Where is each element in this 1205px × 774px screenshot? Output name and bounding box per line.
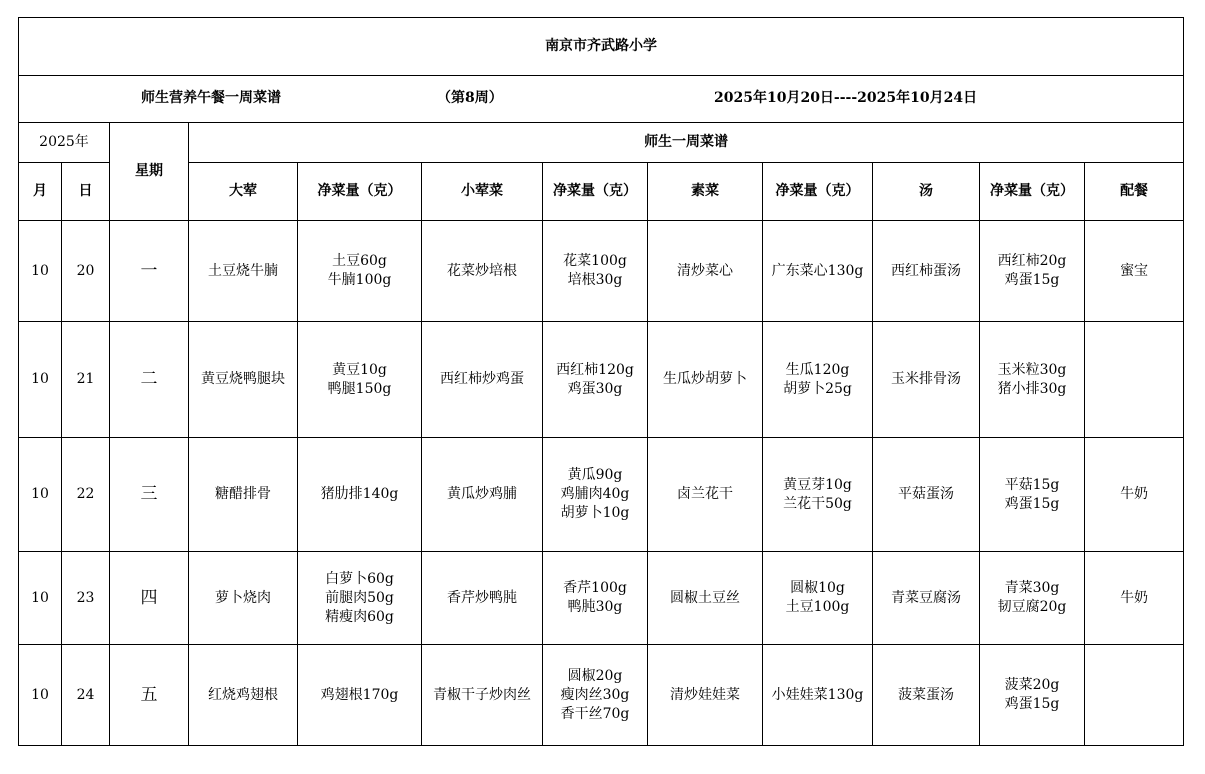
quantity-line: 花菜100g <box>563 253 627 269</box>
small-dish-cell: 西红柿炒鸡蛋 <box>422 322 543 438</box>
soup-cell: 玉米排骨汤 <box>873 322 980 438</box>
quantity-line: 精瘦肉60g <box>325 608 394 625</box>
soup-qty-cell <box>980 438 1085 552</box>
day-cell: 21 <box>62 322 110 438</box>
quantity-line: 土豆60g <box>332 253 387 269</box>
quantity-line: 胡萝卜25g <box>783 380 852 397</box>
small-qty-cell <box>543 322 648 438</box>
weekday-cell: 一 <box>110 221 189 322</box>
quantity-line: 平菇15g <box>1004 476 1060 493</box>
col-header-small-qty: 净菜量（克） <box>543 163 648 221</box>
small-qty-cell <box>543 438 648 552</box>
main-dish-cell: 糖醋排骨 <box>189 438 298 552</box>
weekday-cell: 三 <box>110 438 189 552</box>
veg-qty-cell <box>763 221 873 322</box>
main-qty-cell <box>298 322 422 438</box>
quantity-line: 菠菜20g <box>1004 677 1060 693</box>
quantity-line: 鸭肫30g <box>567 599 623 615</box>
side-cell: 蜜宝 <box>1085 221 1184 322</box>
quantity-line: 青菜30g <box>1004 580 1060 596</box>
menu-name: 师生营养午餐一周菜谱 <box>141 90 281 106</box>
week-number: （第8周） <box>437 90 503 106</box>
quantity-line: 黄瓜90g <box>567 467 623 483</box>
soup-cell: 平菇蛋汤 <box>873 438 980 552</box>
quantity-line: 圆椒10g <box>790 580 845 596</box>
quantity-line: 香芹100g <box>563 580 627 596</box>
side-cell: 牛奶 <box>1085 438 1184 552</box>
weekday-cell: 四 <box>110 552 189 645</box>
soup-cell: 菠菜蛋汤 <box>873 645 980 746</box>
main-qty-cell <box>298 438 422 552</box>
small-qty-cell <box>543 221 648 322</box>
col-header-veg-dish: 素菜 <box>648 163 763 221</box>
side-cell <box>1085 645 1184 746</box>
quantity-line: 西红柿20g <box>997 253 1067 269</box>
table-row <box>19 221 1184 322</box>
side-cell <box>1085 322 1184 438</box>
veg-dish-cell: 生瓜炒胡萝卜 <box>648 322 763 438</box>
quantity-line: 鸡蛋15g <box>1004 696 1060 712</box>
quantity-line: 西红柿120g <box>556 361 634 378</box>
quantity-line: 鸭腿150g <box>327 380 392 397</box>
main-dish-cell: 红烧鸡翅根 <box>189 645 298 746</box>
table-row <box>19 438 1184 552</box>
date-range: 2025年10月20日----2025年10月24日 <box>714 90 978 106</box>
day-cell: 20 <box>62 221 110 322</box>
quantity-line: 小娃娃菜130g <box>771 686 864 703</box>
quantity-line: 生瓜120g <box>785 361 850 378</box>
quantity-line: 白萝卜60g <box>325 570 394 587</box>
quantity-line: 前腿肉50g <box>325 589 394 606</box>
menu-rows <box>19 221 1184 746</box>
quantity-line: 牛腩100g <box>327 272 392 288</box>
quantity-line: 鸡脯肉40g <box>560 486 630 502</box>
quantity-line: 土豆100g <box>785 599 850 615</box>
day-cell: 22 <box>62 438 110 552</box>
main-dish-cell: 土豆烧牛腩 <box>189 221 298 322</box>
month-cell: 10 <box>19 552 62 645</box>
weekday-cell: 二 <box>110 322 189 438</box>
day-cell: 24 <box>62 645 110 746</box>
quantity-line: 鸡蛋30g <box>567 380 623 397</box>
quantity-line: 猪肋排140g <box>320 486 399 502</box>
small-dish-cell: 青椒干子炒肉丝 <box>422 645 543 746</box>
quantity-line: 鸡蛋15g <box>1004 272 1060 288</box>
veg-qty-cell <box>763 322 873 438</box>
veg-dish-cell: 清炒菜心 <box>648 221 763 322</box>
main-qty-cell <box>298 552 422 645</box>
table-row <box>19 645 1184 746</box>
quantity-line: 玉米粒30g <box>997 361 1067 378</box>
table-row <box>19 552 1184 645</box>
weekly-menu-table <box>18 17 1184 746</box>
veg-dish-cell: 圆椒土豆丝 <box>648 552 763 645</box>
weekday-cell: 五 <box>110 645 189 746</box>
main-qty-cell <box>298 645 422 746</box>
quantity-line: 黄豆芽10g <box>783 476 852 493</box>
soup-qty-cell <box>980 552 1085 645</box>
col-header-soup-qty: 净菜量（克） <box>980 163 1085 221</box>
veg-qty-cell <box>763 645 873 746</box>
month-header: 月 <box>19 163 62 221</box>
month-cell: 10 <box>19 438 62 552</box>
col-header-veg-qty: 净菜量（克） <box>763 163 873 221</box>
small-dish-cell: 黄瓜炒鸡脯 <box>422 438 543 552</box>
month-cell: 10 <box>19 221 62 322</box>
day-header: 日 <box>62 163 110 221</box>
main-qty-cell <box>298 221 422 322</box>
quantity-line: 鸡翅根170g <box>320 686 399 703</box>
menu-group-header: 师生一周菜谱 <box>189 123 1184 163</box>
year-header: 2025年 <box>19 123 110 163</box>
main-dish-cell: 萝卜烧肉 <box>189 552 298 645</box>
quantity-line: 香干丝70g <box>560 705 630 722</box>
col-header-side: 配餐 <box>1085 163 1184 221</box>
col-header-soup: 汤 <box>873 163 980 221</box>
quantity-line: 培根30g <box>567 272 623 288</box>
table-row <box>19 322 1184 438</box>
quantity-line: 猪小排30g <box>997 380 1067 397</box>
quantity-line: 鸡蛋15g <box>1004 495 1060 512</box>
quantity-line: 瘦肉丝30g <box>560 686 630 703</box>
quantity-line: 胡萝卜10g <box>560 505 630 521</box>
veg-dish-cell: 清炒娃娃菜 <box>648 645 763 746</box>
school-title: 南京市齐武路小学 <box>19 18 1184 76</box>
quantity-line: 黄豆10g <box>332 361 387 378</box>
col-header-main-qty: 净菜量（克） <box>298 163 422 221</box>
small-dish-cell: 香芹炒鸭肫 <box>422 552 543 645</box>
day-cell: 23 <box>62 552 110 645</box>
side-cell: 牛奶 <box>1085 552 1184 645</box>
soup-qty-cell <box>980 645 1085 746</box>
col-header-small-dish: 小荤菜 <box>422 163 543 221</box>
weekday-header: 星期 <box>110 123 189 221</box>
veg-qty-cell <box>763 438 873 552</box>
veg-dish-cell: 卤兰花干 <box>648 438 763 552</box>
col-header-main-dish: 大荤 <box>189 163 298 221</box>
small-qty-cell <box>543 645 648 746</box>
small-qty-cell <box>543 552 648 645</box>
quantity-line: 兰花干50g <box>783 495 852 512</box>
soup-cell: 西红柿蛋汤 <box>873 221 980 322</box>
quantity-line: 广东菜心130g <box>771 262 864 279</box>
veg-qty-cell <box>763 552 873 645</box>
month-cell: 10 <box>19 322 62 438</box>
soup-qty-cell <box>980 221 1085 322</box>
soup-cell: 青菜豆腐汤 <box>873 552 980 645</box>
small-dish-cell: 花菜炒培根 <box>422 221 543 322</box>
quantity-line: 韧豆腐20g <box>997 599 1067 615</box>
menu-subtitle <box>19 76 1184 123</box>
month-cell: 10 <box>19 645 62 746</box>
quantity-line: 圆椒20g <box>567 667 623 684</box>
soup-qty-cell <box>980 322 1085 438</box>
main-dish-cell: 黄豆烧鸭腿块 <box>189 322 298 438</box>
